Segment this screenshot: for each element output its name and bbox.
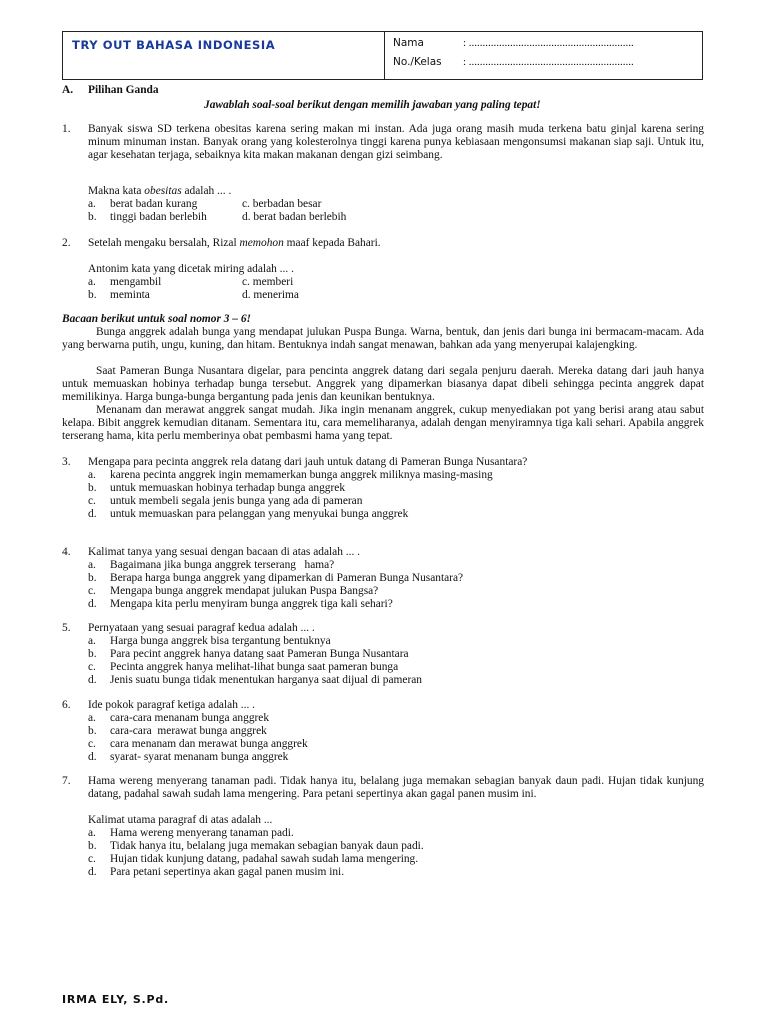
option-a: a. cara-cara menanam bunga anggrek — [88, 712, 270, 724]
option-a: a. Harga bunga anggrek bisa tergantung bentuknya — [88, 635, 331, 647]
reading-paragraph-2: Saat Pameran Bunga Nusantara digelar, para pencinta anggrek datang dari segala penjuru daerah. Mereka datang dari jauh hanya untuk memuaskan hobinya terhadap bunga tersebut. Anggrek yang dipamerkan biasanya dapat dibeli sehingga pecinta anggrek dapat memilikinya. Harga bunga-bunga bergantung pada jenis dan keunikan bentuknya. — [62, 365, 704, 404]
class-label: No./Kelas — [393, 56, 442, 68]
question-number: 3. — [62, 456, 71, 468]
option-a: a. Bagaimana jika bunga anggrek terserang hama? — [88, 559, 335, 571]
option-b: b. cara-cara merawat bunga anggrek — [88, 725, 267, 737]
section-title: Pilihan Ganda — [88, 84, 159, 96]
option-b: b. Para pecint anggrek hanya datang saat Pameran Bunga Nusantara — [88, 648, 409, 660]
name-row — [393, 37, 634, 49]
question-number: 7. — [62, 775, 71, 787]
question-7-text: Hama wereng menyerang tanaman padi. Tidak hanya itu, belalang juga memakan sebagian banyak daun padi. Hujan tidak kunjung datang, padahal sawah sudah lama mengering. Para petani sepertinya akan gagal panen musim ini. — [88, 775, 704, 801]
option-a: a. berat badan kurang — [88, 198, 198, 210]
option-d: d. menerima — [242, 289, 299, 301]
reading-heading: Bacaan berikut untuk soal nomor 3 – 6! — [62, 313, 251, 325]
option-b: b. meminta — [88, 289, 150, 301]
question-2-prompt: Antonim kata yang dicetak miring adalah ... . — [88, 263, 294, 275]
author-footer: IRMA ELY, S.Pd. — [62, 993, 170, 1006]
question-5-text: Pernyataan yang sesuai paragraf kedua adalah ... . — [88, 622, 315, 634]
instruction: Jawablah soal-soal berikut dengan memilih jawaban yang paling tepat! — [204, 99, 541, 111]
question-number: 6. — [62, 699, 71, 711]
option-d: d. syarat- syarat menanam bunga anggrek — [88, 751, 289, 763]
option-d: d. Jenis suatu bunga tidak menentukan harganya saat dijual di pameran — [88, 674, 422, 686]
option-c: c. berbadan besar — [242, 198, 322, 210]
option-b: b. untuk memuaskan hobinya terhadap bunga anggrek — [88, 482, 346, 494]
reading-paragraph-1: Bunga anggrek adalah bunga yang mendapat julukan Puspa Bunga. Warna, bentuk, dan jenis dari bunga ini bermacam-macam. Ada yang berwarna putih, ungu, kuning, dan hitam. Bentuknya indah sangat menawan, bahkan ada yang menyerupai kalajengking. — [62, 326, 704, 352]
question-3-text: Mengapa para pecinta anggrek rela datang dari jauh untuk datang di Pameran Bunga Nusantara? — [88, 456, 528, 468]
section-label: A. — [62, 84, 74, 96]
option-a: a. mengambil — [88, 276, 162, 288]
question-2-text: Setelah mengaku bersalah, Rizal memohon maaf kepada Bahari. — [88, 237, 381, 249]
option-b: b. tinggi badan berlebih — [88, 211, 207, 223]
option-b: b. Tidak hanya itu, belalang juga memakan sebagian banyak daun padi. — [88, 840, 424, 852]
option-d: d. Mengapa kita perlu menyiram bunga anggrek tiga kali sehari? — [88, 598, 393, 610]
question-number: 5. — [62, 622, 71, 634]
option-c: c. Hujan tidak kunjung datang, padahal sawah sudah lama mengering. — [88, 853, 419, 865]
header-title-cell — [63, 32, 385, 79]
option-d: d. Para petani sepertinya akan gagal panen musim ini. — [88, 866, 345, 878]
option-d: d. untuk memuaskan para pelanggan yang menyukai bunga anggrek — [88, 508, 409, 520]
header-box — [62, 31, 703, 80]
option-c: c. Pecinta anggrek hanya melihat-lihat bunga saat pameran bunga — [88, 661, 399, 673]
question-number: 2. — [62, 237, 71, 249]
option-c: c. memberi — [242, 276, 294, 288]
option-c: c. cara menanam dan merawat bunga anggrek — [88, 738, 308, 750]
option-b: b. Berapa harga bunga anggrek yang dipamerkan di Pameran Bunga Nusantara? — [88, 572, 464, 584]
question-4-text: Kalimat tanya yang sesuai dengan bacaan di atas adalah ... . — [88, 546, 361, 558]
class-row — [393, 56, 634, 68]
class-blank: : ............................................................ — [463, 56, 634, 68]
name-label: Nama — [393, 37, 424, 49]
name-blank: : ............................................................ — [463, 37, 634, 49]
question-7-prompt: Kalimat utama paragraf di atas adalah ... — [88, 814, 273, 826]
option-a: a. Hama wereng menyerang tanaman padi. — [88, 827, 294, 839]
question-6-text: Ide pokok paragraf ketiga adalah ... . — [88, 699, 255, 711]
worksheet-title: TRY OUT BAHASA INDONESIA — [72, 38, 276, 52]
question-number: 4. — [62, 546, 71, 558]
question-1-prompt: Makna kata obesitas adalah ... . — [88, 185, 232, 197]
option-c: c. untuk membeli segala jenis bunga yang ada di pameran — [88, 495, 363, 507]
option-c: c. Mengapa bunga anggrek mendapat julukan Puspa Bangsa? — [88, 585, 379, 597]
option-a: a. karena pecinta anggrek ingin memamerkan bunga anggrek miliknya masing-masing — [88, 469, 493, 481]
question-1-text: Banyak siswa SD terkena obesitas karena sering makan mi instan. Ada juga orang masih muda terkena batu ginjal karena sering minum minuman instan. Banyak orang yang kolesterolnya tinggi karena punya kebiasaan mengonsumsi makanan siap saji. Untuk itu, agar kesehatan terjaga, sebaiknya kita makan makanan dengan gizi seimbang. — [88, 123, 704, 162]
option-d: d. berat badan berlebih — [242, 211, 347, 223]
question-number: 1. — [62, 123, 71, 135]
reading-paragraph-3: Menanam dan merawat anggrek sangat mudah. Jika ingin menanam anggrek, cukup menyediakan pot yang berisi arang atau sabut kelapa. Bibit anggrek kemudian ditanam. Sementara itu, cara memeliharanya, adalah dengan menyiramnya tiga kali sehari. Apabila anggrek terserang hama, kita perlu memberinya obat pembasmi hama yang tepat. — [62, 404, 704, 443]
